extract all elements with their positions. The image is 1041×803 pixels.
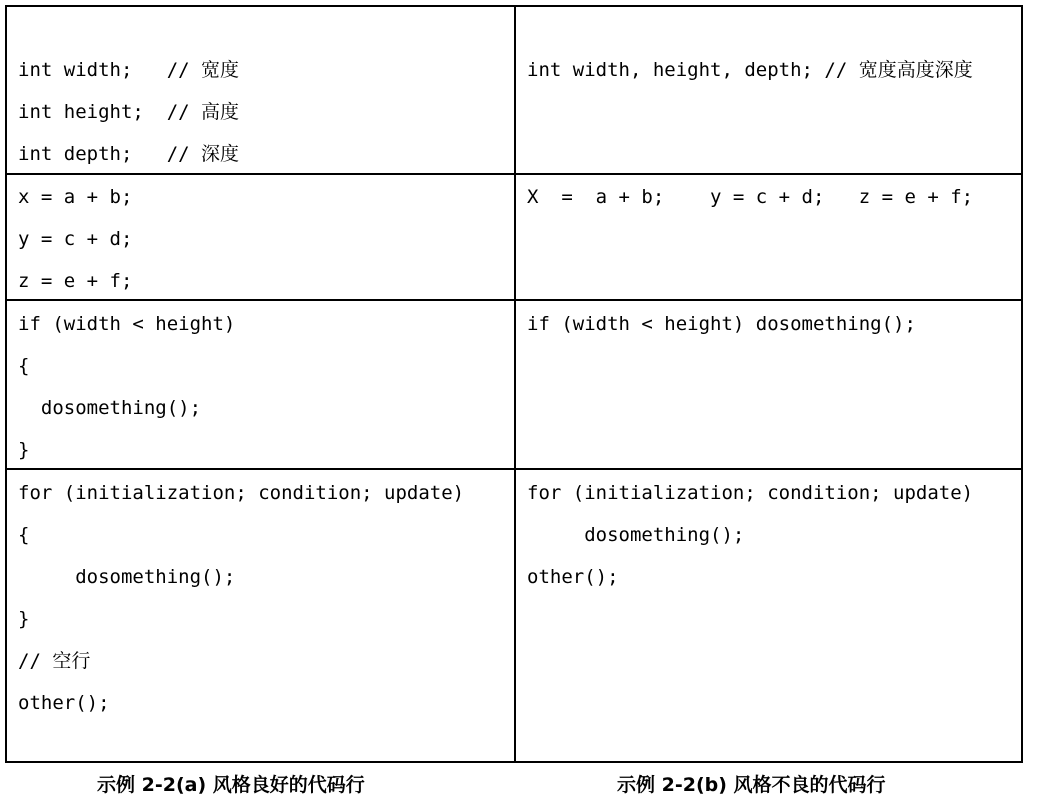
row-divider: [7, 468, 1021, 470]
code-line: z = e + f;: [18, 270, 133, 292]
code-line: }: [18, 608, 30, 630]
code-line: int width; // 宽度: [18, 59, 240, 81]
code-line: x = a + b;: [18, 186, 133, 208]
code-line: for (initialization; condition; update): [527, 482, 974, 504]
code-line: int width, height, depth; // 宽度高度深度: [527, 59, 973, 81]
code-style-table: [5, 5, 1023, 763]
code-line: int depth; // 深度: [18, 143, 240, 165]
code-line: dosomething();: [18, 566, 236, 588]
code-line: if (width < height) dosomething();: [527, 313, 916, 335]
caption-bad-style: 示例 2-2(b) 风格不良的代码行: [617, 774, 886, 796]
code-line: int height; // 高度: [18, 101, 240, 123]
column-divider: [514, 7, 516, 761]
code-line: {: [18, 355, 30, 377]
code-line: dosomething();: [527, 524, 745, 546]
caption-good-style: 示例 2-2(a) 风格良好的代码行: [97, 774, 365, 796]
code-line: if (width < height): [18, 313, 236, 335]
code-line: other();: [18, 692, 110, 714]
code-line: y = c + d;: [18, 228, 133, 250]
code-line: other();: [527, 566, 619, 588]
code-line: dosomething();: [18, 397, 202, 419]
code-line: // 空行: [18, 650, 91, 672]
row-divider: [7, 173, 1021, 175]
code-line: }: [18, 439, 30, 461]
row-divider: [7, 299, 1021, 301]
code-line: X = a + b; y = c + d; z = e + f;: [527, 186, 974, 208]
code-line: for (initialization; condition; update): [18, 482, 465, 504]
code-line: {: [18, 524, 30, 546]
